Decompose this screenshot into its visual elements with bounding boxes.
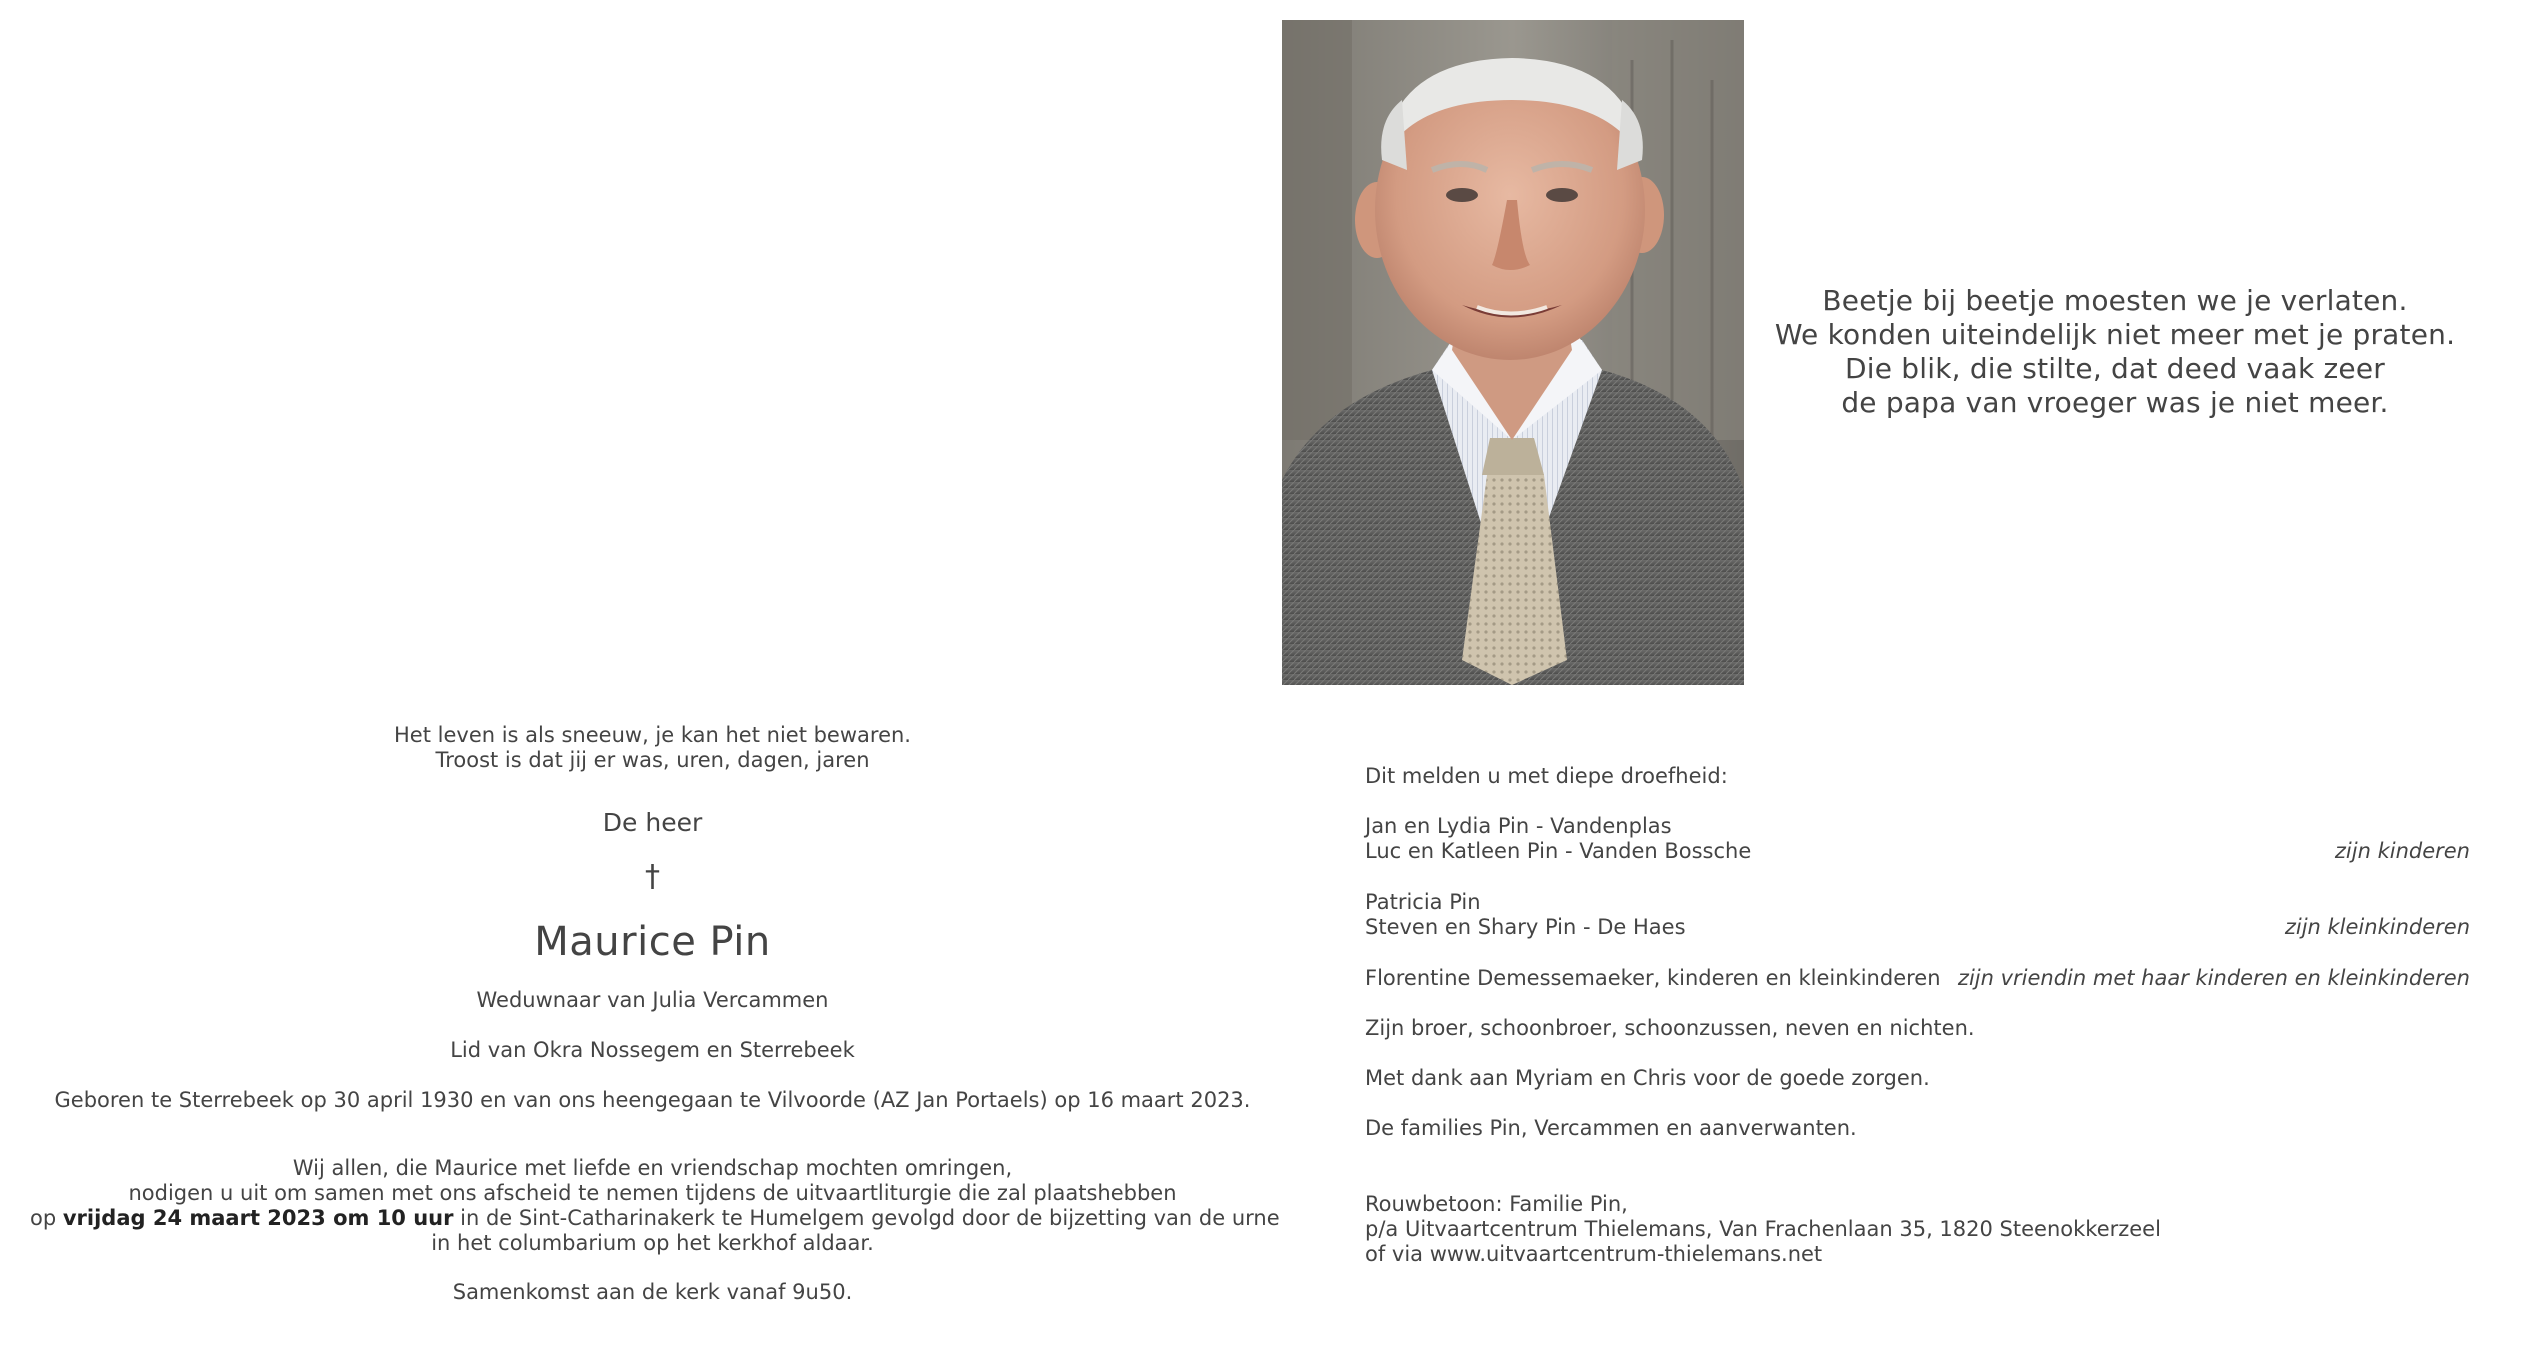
thanks-line: Met dank aan Myriam en Chris voor de goede zorgen. [1365,1066,1930,1090]
relation-label: zijn kleinkinderen [2284,915,2470,939]
invitation-line: Wij allen, die Maurice met liefde en vriendschap mochten omringen, [292,1156,1013,1180]
salutation: De heer [602,808,703,837]
friend-group [1365,966,2470,991]
family-line [1365,915,2470,940]
family-line [1365,814,2470,839]
family-member: Patricia Pin [1365,890,1481,914]
cross-icon: † [645,859,660,894]
funeral-date: vrijdag 24 maart 2023 om 10 uur [62,1206,454,1230]
invitation-post: in de Sint-Catharinakerk te Humelgem gevolgd door de bijzetting van de urne [453,1206,1280,1230]
portrait-illustration [1282,20,1744,685]
children-group [1365,814,2470,864]
quote-line: Troost is dat jij er was, uren, dagen, jaren [435,748,870,772]
family-member: Florentine Demessemaeker, kinderen en kleinkinderen [1365,966,1941,990]
invitation [30,1156,1280,1256]
quote-line: Het leven is als sneeuw, je kan het niet bewaren. [394,723,911,747]
family-line [1365,966,2470,991]
relation-label: zijn kinderen [2334,839,2470,863]
membership-line: Lid van Okra Nossegem en Sterrebeek [450,1038,855,1062]
grandchildren-group [1365,890,2470,940]
condolence-address [1365,1192,2470,1267]
condolence-link[interactable]: of via www.uitvaartcentrum-thielemans.net [1365,1242,1823,1266]
deceased-name: Maurice Pin [534,919,771,965]
invitation-line: in het columbarium op het kerkhof aldaar. [431,1231,874,1255]
siblings-line: Zijn broer, schoonbroer, schoonzussen, neven en nichten. [1365,1016,1975,1040]
invitation-pre: op [30,1206,63,1230]
birth-death-line: Geboren te Sterrebeek op 30 april 1930 en van ons heengegaan te Vilvoorde (AZ Jan Portaels) op 16 maart 2023. [54,1088,1251,1112]
family-line [1365,839,2470,864]
gathering-line: Samenkomst aan de kerk vanaf 9u50. [452,1280,853,1304]
relation-label: zijn vriendin met haar kinderen en kleinkinderen [1957,966,2470,990]
widower-line: Weduwnaar van Julia Vercammen [476,988,829,1012]
family-member: Steven en Shary Pin - De Haes [1365,915,1686,939]
portrait-photo [1282,20,1744,685]
announcement-intro: Dit melden u met diepe droefheid: [1365,764,1728,788]
poem-line: Beetje bij beetje moesten we je verlaten. [1822,284,2408,317]
invitation-line-date [30,1206,1280,1231]
family-line [1365,890,2470,915]
family-member: Jan en Lydia Pin - Vandenplas [1365,814,1672,838]
poem [1760,284,2470,420]
condolence-line: Rouwbetoon: Familie Pin, [1365,1192,1628,1216]
condolence-line: p/a Uitvaartcentrum Thielemans, Van Frachenlaan 35, 1820 Steenokkerzeel [1365,1217,2161,1241]
invitation-line: nodigen u uit om samen met ons afscheid te nemen tijdens de uitvaartliturgie die zal plaatshebben [128,1181,1177,1205]
families-line: De families Pin, Vercammen en aanverwanten. [1365,1116,1857,1140]
poem-line: Die blik, die stilte, dat deed vaak zeer [1845,352,2385,385]
family-member: Luc en Katleen Pin - Vanden Bossche [1365,839,1752,863]
quote [30,723,1275,773]
poem-line: We konden uiteindelijk niet meer met je praten. [1774,318,2456,351]
poem-line: de papa van vroeger was je niet meer. [1841,386,2389,419]
